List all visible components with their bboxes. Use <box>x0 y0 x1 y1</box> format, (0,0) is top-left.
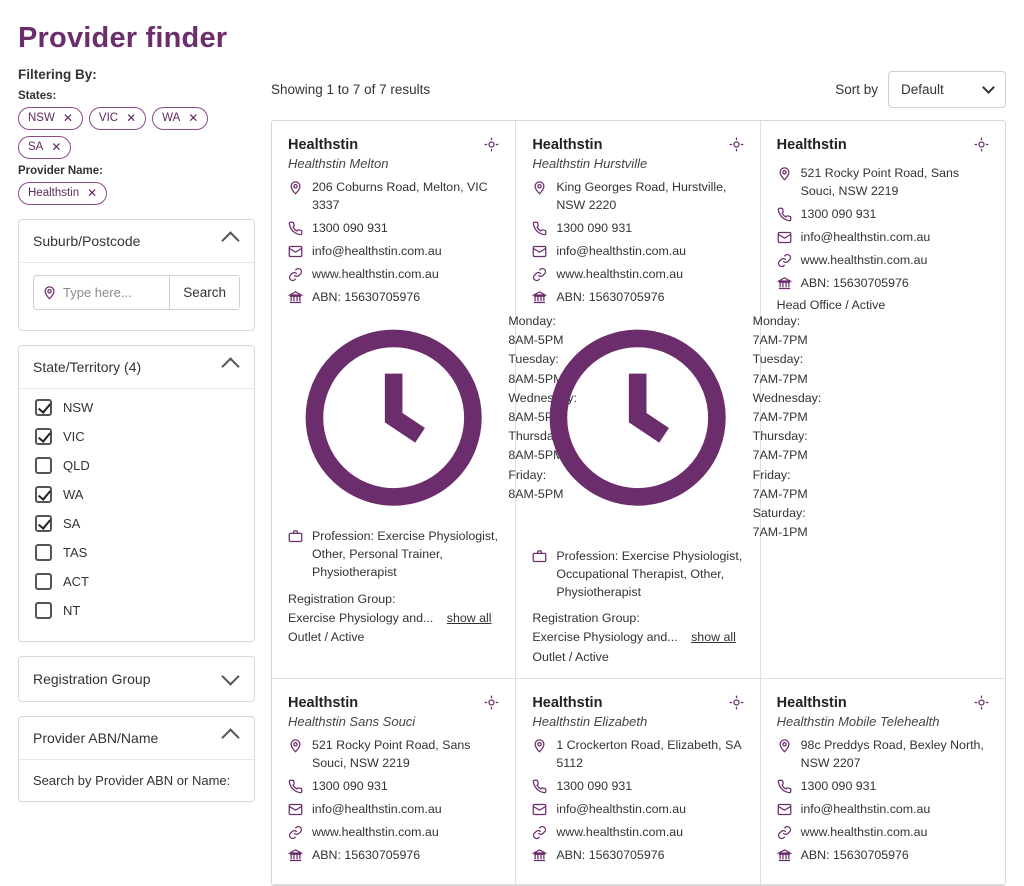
results-header <box>271 67 1006 108</box>
card-subtitle: Healthstin Sans Souci <box>288 713 416 729</box>
card-registration-block <box>288 590 499 627</box>
card-email-row <box>532 801 743 819</box>
close-icon[interactable]: ✕ <box>87 186 98 201</box>
accordion-label: Suburb/Postcode <box>33 232 141 249</box>
card-abn: ABN: 15630705976 <box>800 275 909 290</box>
link-icon <box>532 267 547 282</box>
card-phone-row <box>777 778 989 796</box>
location-pin-icon <box>777 738 792 753</box>
checkbox-label: VIC <box>63 428 85 444</box>
card-phone-row <box>777 206 989 224</box>
provider-name-label: Provider Name: <box>18 164 104 177</box>
status-badge: Outlet / Active <box>532 649 609 664</box>
card-address: 98c Preddys Road, Bexley North, NSW 2207 <box>800 737 984 770</box>
card-address-row <box>532 737 743 773</box>
accordion-header-suburb[interactable] <box>19 220 254 262</box>
card-address-row <box>532 179 743 215</box>
target-pin-icon[interactable] <box>974 137 989 152</box>
envelope-icon <box>532 802 547 817</box>
chevron-down-icon <box>221 667 239 685</box>
filter-panel-suburb <box>18 219 255 331</box>
bank-icon <box>532 848 547 863</box>
briefcase-icon <box>288 529 303 544</box>
card-profession: Profession: Exercise Physiologist, Other, Personal Trainer, Physiotherapist <box>312 529 498 580</box>
card-profession: Profession: Exercise Physiologist, Occupational Therapist, Other, Physiotherapist <box>556 548 743 599</box>
target-pin-icon[interactable] <box>484 137 499 152</box>
target-pin-icon[interactable] <box>974 695 989 710</box>
card-hours-line: Wednesday: 8AM-5PM <box>508 390 577 424</box>
checkbox-icon[interactable] <box>35 428 52 445</box>
card-abn: ABN: 15630705976 <box>312 289 421 304</box>
close-icon[interactable]: ✕ <box>126 111 137 126</box>
accordion-body-state <box>19 388 254 641</box>
card-registration-value: Exercise Physiology and... <box>532 630 678 645</box>
suburb-search-button[interactable]: Search <box>169 276 239 309</box>
card-address-row <box>288 179 499 215</box>
card-email-row <box>777 229 989 247</box>
card-email-row <box>532 243 743 261</box>
card-phone-row <box>532 778 743 796</box>
card-header <box>532 695 743 711</box>
show-all-link[interactable]: show all <box>446 610 492 625</box>
card-hours-line: Wednesday: 7AM-7PM <box>752 390 822 424</box>
state-checkbox-act[interactable] <box>35 567 240 596</box>
card-website[interactable]: www.healthstin.com.au <box>556 266 684 281</box>
card-registration-value: Exercise Physiology and... <box>288 610 434 625</box>
provider-card <box>516 679 760 885</box>
card-abn-row <box>532 847 743 865</box>
card-hours-line: Friday: 7AM-7PM <box>752 467 808 501</box>
card-phone-row <box>288 220 499 238</box>
chip-label: VIC <box>98 112 119 124</box>
clock-icon <box>532 312 743 523</box>
card-email[interactable]: info@healthstin.com.au <box>800 229 931 244</box>
card-hours-line: Thursday: 7AM-7PM <box>752 429 808 463</box>
bank-icon <box>532 290 547 305</box>
bank-icon <box>777 848 792 863</box>
checkbox-label: NT <box>63 602 81 618</box>
filter-panel-registration-group <box>18 656 255 702</box>
state-chip[interactable] <box>18 136 71 159</box>
checkbox-icon[interactable] <box>35 486 52 503</box>
card-abn-row <box>777 847 989 865</box>
location-pin-icon <box>288 180 303 195</box>
provider-card <box>272 121 577 679</box>
card-registration-label: Registration Group: <box>532 611 640 626</box>
results-count: Showing 1 to 7 of 7 results <box>271 82 431 97</box>
provider-card <box>272 679 516 885</box>
card-phone[interactable]: 1300 090 931 <box>312 220 388 235</box>
state-chip-list <box>18 107 255 159</box>
card-header <box>288 137 499 153</box>
card-title: Healthstin <box>776 694 847 711</box>
briefcase-icon <box>532 549 547 564</box>
card-hours-block <box>288 312 577 523</box>
card-header <box>777 695 989 711</box>
card-address: 521 Rocky Point Road, Sans Souci, NSW 2219 <box>312 737 471 770</box>
provider-card <box>516 121 822 679</box>
card-hours-line: Monday: 8AM-5PM <box>508 313 564 348</box>
phone-icon <box>532 779 547 794</box>
sort-label: Sort by <box>835 82 878 97</box>
card-title: Healthstin <box>532 137 603 153</box>
card-registration-line <box>532 628 743 647</box>
state-checkbox-sa[interactable] <box>35 509 240 538</box>
suburb-postcode-input[interactable] <box>63 276 161 309</box>
checkbox-label: SA <box>63 515 81 531</box>
card-hours-line: Monday: 7AM-7PM <box>752 313 808 348</box>
provider-card <box>761 121 1005 679</box>
card-subtitle: Healthstin Hurstville <box>532 156 648 171</box>
location-pin-icon <box>288 738 303 753</box>
checkbox-label: ACT <box>63 573 89 589</box>
suburb-input-wrap <box>34 276 169 309</box>
card-hours-block <box>532 312 822 543</box>
envelope-icon <box>777 802 792 817</box>
card-profession-row <box>532 548 743 602</box>
phone-icon <box>777 779 792 794</box>
card-abn-row <box>777 275 989 293</box>
target-pin-icon[interactable] <box>729 695 744 710</box>
card-abn: ABN: 15630705976 <box>312 847 421 862</box>
card-address: 521 Rocky Point Road, Sans Souci, NSW 2219 <box>800 166 960 198</box>
status-badge: Outlet / Active <box>288 630 365 645</box>
checkbox-icon[interactable] <box>35 544 52 561</box>
page-title: Provider finder <box>18 22 228 54</box>
card-registration-block <box>532 609 743 646</box>
card-address: 206 Coburns Road, Melton, VIC 3337 <box>312 180 488 212</box>
state-checkbox-nsw[interactable] <box>35 393 240 422</box>
chip-label: SA <box>28 140 44 153</box>
card-phone[interactable]: 1300 090 931 <box>556 778 633 793</box>
state-chip[interactable] <box>18 107 83 130</box>
provider-card-grid <box>271 120 1006 886</box>
status-badge: Head Office / Active <box>776 297 886 312</box>
card-email[interactable]: info@healthstin.com.au <box>556 801 687 816</box>
card-website[interactable]: www.healthstin.com.au <box>800 824 928 839</box>
target-pin-icon[interactable] <box>729 137 744 152</box>
accordion-body-suburb <box>19 262 254 330</box>
chip-label: NSW <box>28 112 55 124</box>
card-email[interactable]: info@healthstin.com.au <box>556 243 687 258</box>
target-pin-icon[interactable] <box>484 695 499 710</box>
card-address-row <box>777 737 989 773</box>
card-website[interactable]: www.healthstin.com.au <box>800 252 928 267</box>
sort-selected-value: Default <box>901 82 944 97</box>
state-checkbox-tas[interactable] <box>35 538 240 567</box>
card-email-row <box>288 801 499 819</box>
card-hours-line: Tuesday: 7AM-7PM <box>752 352 808 386</box>
card-subtitle: Healthstin Mobile Telehealth <box>776 713 940 729</box>
checkbox-icon[interactable] <box>35 602 52 619</box>
card-abn-row <box>288 289 499 307</box>
location-pin-icon <box>532 180 547 195</box>
card-phone-row <box>288 778 499 796</box>
card-hours-line: Tuesday: 8AM-5PM <box>508 352 564 386</box>
checkbox-icon[interactable] <box>35 457 52 474</box>
card-title: Healthstin <box>532 694 603 711</box>
location-pin-icon <box>777 166 792 181</box>
card-abn-row <box>288 847 499 865</box>
card-header <box>532 137 743 153</box>
provider-chip[interactable] <box>18 182 107 205</box>
provider-card <box>761 679 1005 885</box>
chevron-up-icon <box>221 729 239 747</box>
checkbox-icon[interactable] <box>35 399 52 416</box>
card-registration-line <box>288 609 499 628</box>
close-icon[interactable]: ✕ <box>62 111 73 126</box>
envelope-icon <box>288 244 303 259</box>
link-icon <box>288 267 303 282</box>
location-pin-icon <box>532 738 547 753</box>
envelope-icon <box>288 802 303 817</box>
provider-abn-note: Search by Provider ABN or Name: <box>19 759 254 801</box>
card-phone[interactable]: 1300 090 931 <box>800 206 877 221</box>
checkbox-label: NSW <box>63 399 94 415</box>
accordion-header-provider-abn[interactable] <box>19 717 254 759</box>
checkbox-label: WA <box>63 486 84 502</box>
checkbox-label: QLD <box>63 457 90 473</box>
card-website-row <box>288 266 499 284</box>
card-header <box>777 137 989 153</box>
card-website-row <box>288 824 499 842</box>
card-website-row <box>777 252 989 270</box>
card-subtitle: Healthstin Elizabeth <box>532 713 648 729</box>
card-hours-line: Thursday: 8AM-5PM <box>508 429 564 463</box>
card-abn: ABN: 15630705976 <box>556 847 665 862</box>
link-icon <box>777 253 792 268</box>
states-label: States: <box>18 90 57 102</box>
card-phone-row <box>532 220 743 238</box>
show-all-link[interactable]: show all <box>691 630 736 645</box>
card-profession-row <box>288 528 499 582</box>
card-email-row <box>288 243 499 261</box>
card-website[interactable]: www.healthstin.com.au <box>312 266 439 281</box>
accordion-label: State/Territory (4) <box>33 358 142 375</box>
card-email[interactable]: info@healthstin.com.au <box>312 243 442 258</box>
link-icon <box>532 825 547 840</box>
chevron-up-icon <box>221 232 239 250</box>
bank-icon <box>288 848 303 863</box>
card-subtitle: Healthstin Melton <box>288 156 389 171</box>
filtering-by-label: Filtering By: <box>18 67 97 82</box>
phone-icon <box>532 221 547 236</box>
checkbox-label: TAS <box>63 544 88 560</box>
state-checkbox-nt[interactable] <box>35 596 240 625</box>
location-pin-icon <box>42 285 57 300</box>
checkbox-icon[interactable] <box>35 515 52 532</box>
card-website[interactable]: www.healthstin.com.au <box>556 824 684 839</box>
accordion-header-registration-group[interactable] <box>19 657 254 701</box>
card-address: 1 Crockerton Road, Elizabeth, SA 5112 <box>556 737 741 770</box>
provider-finder-page <box>0 22 1024 862</box>
card-website[interactable]: www.healthstin.com.au <box>312 824 439 839</box>
phone-icon <box>288 221 303 236</box>
card-title: Healthstin <box>288 137 359 153</box>
envelope-icon <box>777 230 792 245</box>
suburb-search-row <box>33 275 240 310</box>
card-abn-row <box>532 289 743 307</box>
state-chip[interactable] <box>89 107 146 130</box>
main-content <box>0 67 1024 886</box>
card-address: King Georges Road, Hurstville, NSW 2220 <box>556 180 727 212</box>
accordion-label: Registration Group <box>33 670 151 687</box>
card-registration-label: Registration Group: <box>288 592 396 607</box>
card-abn: ABN: 15630705976 <box>800 847 909 862</box>
checkbox-icon[interactable] <box>35 573 52 590</box>
card-phone[interactable]: 1300 090 931 <box>312 778 388 793</box>
accordion-label: Provider ABN/Name <box>33 729 159 746</box>
state-chip[interactable] <box>152 107 208 130</box>
close-icon[interactable]: ✕ <box>51 140 62 155</box>
bank-icon <box>288 290 303 305</box>
filter-panel-provider-abn <box>18 716 255 802</box>
chevron-down-icon <box>982 81 995 94</box>
card-hours-line: Saturday: 7AM-1PM <box>752 506 808 540</box>
card-title: Healthstin <box>288 694 359 711</box>
phone-icon <box>777 207 792 222</box>
chevron-up-icon <box>221 358 239 376</box>
filter-sidebar <box>0 67 255 802</box>
card-abn: ABN: 15630705976 <box>556 289 665 304</box>
clock-icon <box>288 312 499 523</box>
results-area <box>255 67 1024 886</box>
card-email[interactable]: info@healthstin.com.au <box>312 801 442 816</box>
card-hours-line: Friday: 8AM-5PM <box>508 467 564 501</box>
card-title: Healthstin <box>776 137 847 153</box>
card-website-row <box>532 824 743 842</box>
card-email-row <box>777 801 989 819</box>
provider-chip-list <box>18 182 255 205</box>
card-phone[interactable]: 1300 090 931 <box>556 220 633 235</box>
state-checkbox-list <box>33 389 240 635</box>
close-icon[interactable]: ✕ <box>188 111 199 126</box>
state-checkbox-qld[interactable] <box>35 451 240 480</box>
card-email[interactable]: info@healthstin.com.au <box>800 801 931 816</box>
bank-icon <box>777 276 792 291</box>
chip-label: WA <box>162 112 181 124</box>
accordion-header-state[interactable] <box>19 346 254 388</box>
sort-select[interactable] <box>888 71 1006 108</box>
phone-icon <box>288 779 303 794</box>
card-website-row <box>532 266 743 284</box>
envelope-icon <box>532 244 547 259</box>
filter-panel-state <box>18 345 255 642</box>
sort-control <box>835 71 1006 108</box>
card-address-row <box>777 165 989 201</box>
chip-label: Healthstin <box>28 186 80 199</box>
link-icon <box>777 825 792 840</box>
state-checkbox-vic[interactable] <box>35 422 240 451</box>
card-website-row <box>777 824 989 842</box>
card-header <box>288 695 499 711</box>
link-icon <box>288 825 303 840</box>
card-phone[interactable]: 1300 090 931 <box>800 778 877 793</box>
card-address-row <box>288 737 499 773</box>
state-checkbox-wa[interactable] <box>35 480 240 509</box>
